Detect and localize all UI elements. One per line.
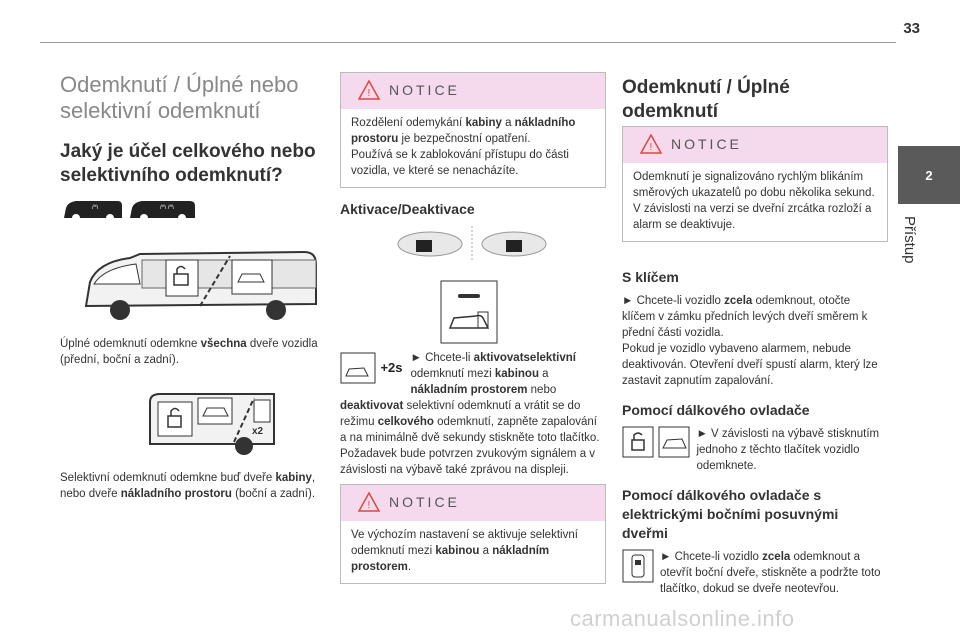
sliding-door-button-icon	[622, 549, 654, 583]
notice-box-1: ! NOTICE Rozdělení odemykání kabiny a nákladního prostoru je bezpečnostní opatření. Používá se k zablokování přístupu do části vozidla, ve které se nenacházíte.	[340, 72, 606, 188]
warning-icon	[357, 491, 381, 513]
van-button-icon	[658, 426, 690, 458]
van-full-unlock-illustration	[80, 244, 320, 324]
warning-icon	[357, 79, 381, 101]
van-silhouettes-icon	[60, 196, 200, 224]
notice-label: NOTICE	[671, 136, 742, 152]
activation-paragraph: +2s ► Chcete-li aktivovatselektivní odemknutí mezi kabinou a nákladním prostorem nebo deaktivovat selektivní odemknutí a vrátit se do režimu celkového odemknutí, zapněte zapalování a na minimálně dvě sekundy stiskněte toto tlačítko. Požadavek bude potvrzen zvukovým signálem a v závislosti na výbavě také zprávou na displeji.	[340, 352, 600, 476]
warning-icon	[639, 133, 663, 155]
selective-unlock-button-icon	[440, 280, 498, 344]
paragraph-selective-unlock: Selektivní odemknutí odemkne buď dveře kabiny, nebo dveře nákladního prostoru (boční a zadní).	[60, 472, 316, 500]
activation-heading: Aktivace/Deaktivace	[340, 201, 475, 217]
notice-label: NOTICE	[389, 82, 460, 98]
sliding-door-heading: Pomocí dálkového ovladače s elektrickými bočními posuvnými dveřmi	[622, 487, 839, 541]
column-1	[60, 72, 325, 188]
chapter-label	[896, 216, 936, 276]
svg-text:!: !	[367, 500, 371, 511]
chapter-tab[interactable]: 2	[898, 146, 960, 204]
notice-label: NOTICE	[389, 494, 460, 510]
page-number: 33	[903, 20, 920, 37]
remote-heading: Pomocí dálkového ovladače	[622, 402, 810, 418]
repeat-badge: x2	[252, 426, 264, 437]
column-3-content: S klíčem ► Chcete-li vozidlo zcela odemknout, otočte klíčem v zámku předních levých dveří směrem k přední části vozidla. Pokud je vozidlo vybaveno alarmem, nebude deaktivován. Otevření dveří spustí alarm, který lze zastavit zapnutím zapalování. Pomocí dálkového ovladače ► V závislosti na výbavě stisknutím jednoho z těchto tlačítek vozidlo odemknete. Pomocí dálkového ovladače s elektrickými bočními posuvnými dveřmi ► Chcete-li vozidlo zcela odemknout a otevřít boční dveře, stiskněte a podržte toto tlačítko, dokud se dveře neotevřou.	[622, 268, 886, 597]
notice-box-3: ! NOTICE Odemknutí je signalizováno rychlým blikáním směrových ukazatelů po dobu několika sekund. V závislosti na verzi se dveřní zrcátka rozloží a alarm se deaktivuje.	[622, 126, 888, 242]
section-subtitle: Jaký je účel celkového nebo selektivního odemknutí?	[60, 141, 316, 186]
paragraph-full-unlock: Úplné odemknutí odemkne všechna dveře vozidla (přední, boční a zadní).	[60, 338, 318, 366]
van-selective-unlock-illustration	[148, 388, 278, 458]
button-small-icon	[340, 352, 376, 384]
steering-wheel-icon	[392, 222, 552, 264]
notice-box-2: ! NOTICE Ve výchozím nastavení se aktivuje selektivní odemknutí mezi kabinou a nákladním prostorem.	[340, 484, 606, 584]
svg-text:!: !	[649, 142, 653, 153]
section-title: Odemknutí / Úplné nebo selektivní odemknutí	[60, 72, 299, 123]
svg-text:!: !	[367, 88, 371, 99]
header-divider	[40, 42, 896, 43]
svg-text:/^\: /^\	[92, 205, 99, 211]
lock-button-icon	[622, 426, 654, 458]
chapter-label-text: Přístup	[901, 216, 918, 264]
with-key-heading: S klíčem	[622, 269, 679, 285]
watermark: carmanualsonline.info	[570, 606, 795, 631]
hold-duration-badge: +2s	[380, 360, 403, 375]
unlock-title: Odemknutí / Úplné odemknutí	[622, 77, 790, 122]
svg-text:/^\ /^\: /^\ /^\	[160, 205, 174, 211]
